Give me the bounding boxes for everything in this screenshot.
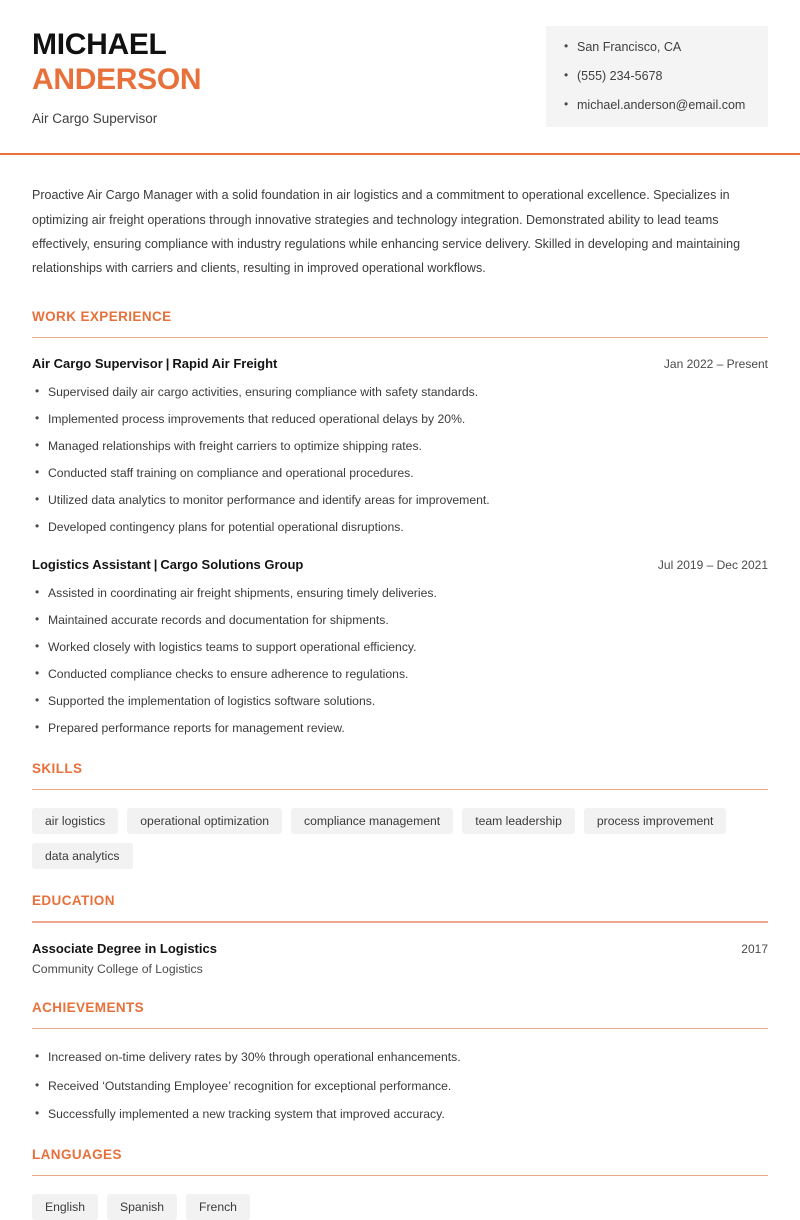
achievements-bullet-list [32,1049,768,1122]
skill-tag: operational optimization [127,808,282,834]
experience-bullet: • Conducted compliance checks to ensure adherence to regulations. [32,666,768,682]
contact-list [564,40,746,113]
full-name [32,28,201,63]
education-school: Community College of Logistics [32,961,203,976]
section-achievements [32,1000,768,1123]
skills-tag-list [32,808,768,869]
language-tag: French [186,1194,250,1220]
first-name: MICHAEL [32,28,167,61]
experience-bullet: • Managed relationships with freight carriers to optimize shipping rates. [32,438,768,454]
section-heading-languages: LANGUAGES [32,1146,122,1162]
title-separator: | [165,356,170,372]
experience-date-range: Jul 2019 – Dec 2021 [657,558,768,573]
skill-tag: team leadership [462,808,575,834]
language-tag: Spanish [107,1194,177,1220]
language-tag: English [32,1194,98,1220]
skill-tag: data analytics [32,843,133,869]
last-name: ANDERSON [32,62,202,96]
section-divider-languages [32,1175,768,1177]
identity-block [32,26,201,127]
achievement-bullet: • Received ‘Outstanding Employee’ recognition for exceptional performance. [32,1078,768,1094]
experience-bullet-list [32,585,768,736]
section-heading-achievements: ACHIEVEMENTS [32,999,145,1015]
experience-title-line [32,557,303,574]
experience-bullet: • Implemented process improvements that reduced operational delays by 20%. [32,411,768,427]
education-year: 2017 [741,941,768,956]
experience-entry [32,557,768,736]
experience-entry-header [32,557,768,574]
job-title: Air Cargo Supervisor [32,110,158,126]
experience-title-line [32,356,277,373]
experience-bullet-list [32,384,768,535]
languages-tag-list [32,1194,768,1220]
experience-bullet: • Developed contingency plans for potential operational disruptions. [32,519,768,535]
section-divider-work-experience [32,337,768,339]
experience-bullet: • Supervised daily air cargo activities, ensuring compliance with safety standards. [32,384,768,400]
experience-bullet: • Assisted in coordinating air freight shipments, ensuring timely deliveries. [32,585,768,601]
contact-item-phone [564,69,746,84]
contact-phone-text: (555) 234-5678 [577,69,663,83]
experience-company: Cargo Solutions Group [160,557,304,573]
education-degree: Associate Degree in Logistics [32,940,217,956]
contact-item-location [564,40,746,55]
section-skills [32,761,768,870]
section-divider-education [32,921,768,923]
experience-bullet: • Utilized data analytics to monitor performance and identify areas for improvement. [32,492,768,508]
section-heading-work-experience: WORK EXPERIENCE [32,308,172,324]
resume-content [0,155,800,1220]
experience-bullet: • Maintained accurate records and documentation for shipments. [32,612,768,628]
education-entry [32,941,768,976]
experience-entry [32,356,768,535]
experience-entry-header [32,356,768,373]
education-entry-header [32,941,768,956]
experience-role: Air Cargo Supervisor [32,356,163,372]
section-work-experience [32,309,768,737]
title-separator: | [153,557,158,573]
experience-date-range: Jan 2022 – Present [663,357,768,372]
full-name-last-line [32,63,201,98]
section-languages [32,1147,768,1220]
section-heading-skills: SKILLS [32,760,83,776]
achievement-bullet: • Successfully implemented a new tracking system that improved accuracy. [32,1106,768,1122]
experience-company: Rapid Air Freight [172,356,278,372]
contact-email-text: michael.anderson@email.com [577,98,746,112]
experience-bullet: • Worked closely with logistics teams to support operational efficiency. [32,639,768,655]
resume-header [0,0,800,127]
section-heading-education: EDUCATION [32,893,115,909]
contact-location-text: San Francisco, CA [577,40,682,54]
contact-item-email [564,98,746,113]
section-divider-achievements [32,1028,768,1030]
experience-bullet: • Conducted staff training on compliance and operational procedures. [32,465,768,481]
section-divider-skills [32,789,768,791]
skill-tag: process improvement [584,808,727,834]
contact-info-box [546,26,768,127]
professional-summary: Proactive Air Cargo Manager with a solid foundation in air logistics and a commitment to operational excellence. Specializes in optimizing air freight operations through innovative strategies and technology integration. Demonstrated ability to lead teams effectively, ensuring compliance with industry regulations while enhancing service delivery. Skilled in developing and maintaining relationships with carriers and clients, resulting in improved operational workflows. [32,188,741,276]
skill-tag: compliance management [291,808,453,834]
experience-bullet: • Prepared performance reports for management review. [32,720,768,736]
achievement-bullet: • Increased on-time delivery rates by 30% through operational enhancements. [32,1049,768,1065]
experience-role: Logistics Assistant [32,557,151,573]
section-education [32,893,768,976]
skill-tag: air logistics [32,808,118,834]
experience-bullet: • Supported the implementation of logistics software solutions. [32,693,768,709]
